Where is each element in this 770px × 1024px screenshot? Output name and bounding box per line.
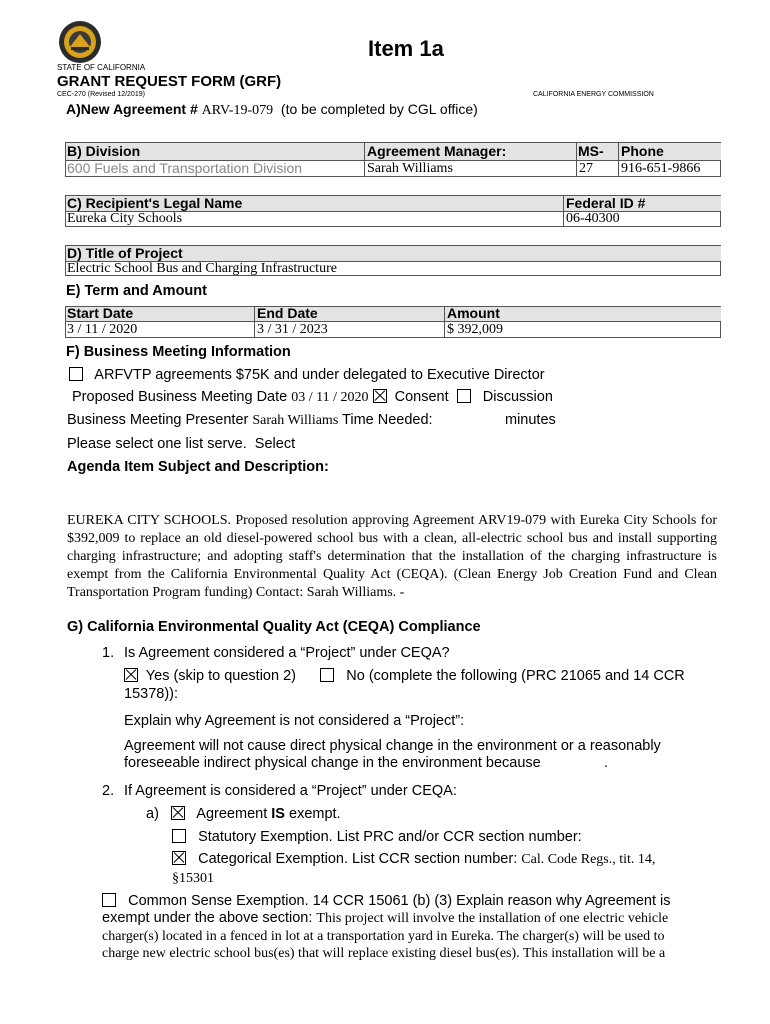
time-needed-label: Time Needed: <box>342 412 433 428</box>
meeting-date-label: Proposed Business Meeting Date <box>72 389 288 405</box>
federal-id-label: Federal ID # <box>566 195 646 211</box>
common-sense-checkbox[interactable] <box>102 893 116 907</box>
common-sense-row <box>102 893 671 909</box>
state-label: STATE OF CALIFORNIA <box>57 63 146 72</box>
arfvtp-label: ARFVTP agreements $75K and under delegated to Executive Director <box>94 367 545 383</box>
recipient-value[interactable]: Eureka City Schools <box>67 211 183 226</box>
q1-no-label: No (complete the following (PRC 21065 and 14 CCR <box>346 668 685 684</box>
q1-options <box>124 668 685 684</box>
item-label: Item 1a <box>368 36 444 61</box>
presenter-row <box>67 412 433 429</box>
project-title-label: D) Title of Project <box>67 245 183 261</box>
a-label: a) <box>146 806 159 822</box>
form-title: GRANT REQUEST FORM (GRF) <box>57 73 282 90</box>
common-sense-label: Common Sense Exemption. 14 CCR 15061 (b) (3) Explain reason why Agreement is <box>128 893 671 909</box>
term-amount-table <box>65 306 721 338</box>
phone-value[interactable]: 916-651-9866 <box>621 161 701 176</box>
categorical-value-cont[interactable]: §15301 <box>172 871 214 886</box>
exempt-row <box>146 806 341 822</box>
consent-checkbox[interactable] <box>373 389 387 403</box>
california-energy-commission-seal <box>58 20 102 64</box>
discussion-label: Discussion <box>482 389 553 405</box>
categorical-row <box>172 851 655 868</box>
division-value[interactable]: 600 Fuels and Transportation Division <box>67 160 303 176</box>
agenda-label: Agenda Item Subject and Description: <box>67 459 329 475</box>
explain-label: Explain why Agreement is not considered a “Project”: <box>124 713 465 729</box>
statutory-row <box>172 829 582 845</box>
ms-value[interactable]: 27 <box>579 161 593 176</box>
exempt-under-label: exempt under the above section: <box>102 910 313 926</box>
discussion-checkbox[interactable] <box>457 389 471 403</box>
minutes-label: minutes <box>505 412 556 428</box>
term-amount-title: E) Term and Amount <box>66 283 207 299</box>
exempt-is: IS <box>271 806 285 822</box>
end-date-label: End Date <box>257 305 318 321</box>
statutory-label: Statutory Exemption. List PRC and/or CCR section number: <box>198 829 582 845</box>
q1-yes-checkbox[interactable] <box>124 668 138 682</box>
recipient-label: C) Recipient's Legal Name <box>67 195 243 211</box>
manager-label: Agreement Manager: <box>367 143 507 159</box>
presenter-value[interactable]: Sarah Williams <box>252 413 339 428</box>
exempt-pre: Agreement <box>196 806 268 822</box>
start-date-value[interactable]: 3 / 11 / 2020 <box>67 322 138 337</box>
q1-text: Is Agreement considered a “Project” under CEQA? <box>124 645 450 661</box>
q1-number: 1. <box>102 645 115 661</box>
q2-number: 2. <box>102 783 115 799</box>
exempt-under-text-3[interactable]: charge new electric school bus(es) that will replace existing diesel bus(es). This installation will be a <box>102 946 666 961</box>
agenda-description[interactable]: EUREKA CITY SCHOOLS. Proposed resolution approving Agreement ARV19-079 with Eureka City Schools for $392,009 to replace an old diesel-powered school bus with a clean, all-electric school bus and install supporting charging infrastructure; and adopting staff's determination that the installation of the charging infrastructure is exempt from the California Environmental Quality Act (CEQA). (Clean Energy Job Creation Fund and Clean Transportation Program funding) Contact: Sarah Williams. - <box>67 513 717 600</box>
section-a-note: (to be completed by CGL office) <box>280 101 478 117</box>
categorical-value[interactable]: Cal. Code Regs., tit. 14, <box>521 852 656 867</box>
start-date-label: Start Date <box>67 305 134 321</box>
exempt-post: exempt. <box>289 806 341 822</box>
categorical-label: Categorical Exemption. List CCR section number: <box>198 851 518 867</box>
section-a <box>66 101 478 119</box>
presenter-label: Business Meeting Presenter <box>67 412 249 428</box>
exempt-under-text-2[interactable]: charger(s) located in a fenced in lot at a transportation yard in Eureka. The charger(s) will be used to <box>102 929 665 944</box>
exempt-under-text-1[interactable]: This project will involve the installation of one electric vehicle <box>316 911 669 926</box>
q1-yes-label: Yes (skip to question 2) <box>145 668 296 684</box>
amount-label: Amount <box>447 305 500 321</box>
listserve-label: Please select one list serve. <box>67 436 247 452</box>
phone-label: Phone <box>621 143 664 159</box>
ceqa-title: G) California Environmental Quality Act (CEQA) Compliance <box>67 619 481 635</box>
explain-end: . <box>604 755 609 771</box>
manager-value[interactable]: Sarah Williams <box>367 161 453 176</box>
amount-value[interactable]: $ 392,009 <box>447 322 503 337</box>
federal-id-value[interactable]: 06-40300 <box>566 211 620 226</box>
exempt-under-row <box>102 910 668 927</box>
ms-label: MS- <box>578 143 604 159</box>
listserve-select[interactable]: Select <box>254 436 296 452</box>
listserve-row <box>67 436 295 452</box>
statutory-checkbox[interactable] <box>172 829 186 843</box>
agency-label: CALIFORNIA ENERGY COMMISSION <box>533 91 654 98</box>
form-code: CEC-270 (Revised 12/2019) <box>57 91 145 98</box>
project-title-value[interactable]: Electric School Bus and Charging Infrastructure <box>67 261 337 276</box>
q1-no-continued: 15378)): <box>124 686 179 702</box>
meeting-date-value[interactable]: 03 / 11 / 2020 <box>291 390 369 405</box>
explain-text-2: foreseeable indirect physical change in the environment because <box>124 755 541 771</box>
consent-label: Consent <box>394 389 449 405</box>
arfvtp-row <box>69 367 545 383</box>
q2-text: If Agreement is considered a “Project” under CEQA: <box>124 783 457 799</box>
end-date-value[interactable]: 3 / 31 / 2023 <box>257 322 328 337</box>
business-meeting-title: F) Business Meeting Information <box>66 344 291 360</box>
agreement-number: ARV-19-079 <box>201 103 274 118</box>
arfvtp-checkbox[interactable] <box>69 367 83 381</box>
categorical-checkbox[interactable] <box>172 851 186 865</box>
q1-no-checkbox[interactable] <box>320 668 334 682</box>
division-label: B) Division <box>67 143 141 159</box>
explain-text-1: Agreement will not cause direct physical change in the environment or a reasonably <box>124 738 661 754</box>
section-a-title: New Agreement # <box>80 101 198 117</box>
exempt-checkbox[interactable] <box>171 806 185 820</box>
section-a-label: A) <box>66 101 81 117</box>
meeting-date-row <box>72 389 553 406</box>
